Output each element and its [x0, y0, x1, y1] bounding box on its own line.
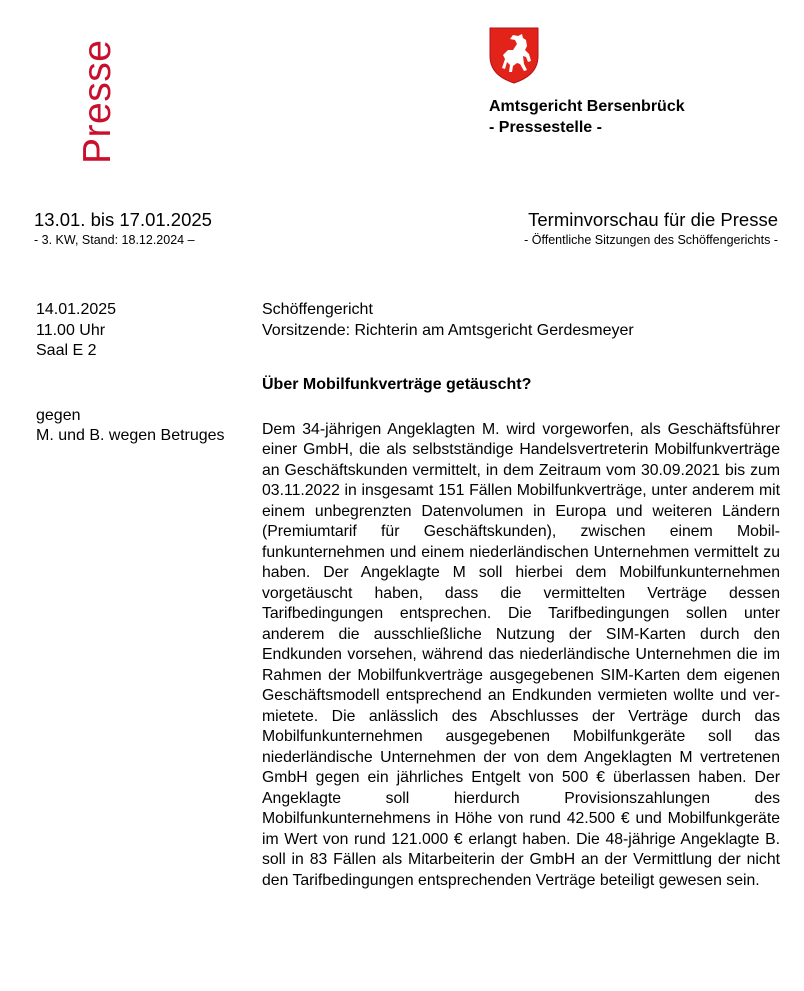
session-details [262, 300, 780, 891]
spacer [36, 362, 242, 406]
session-date: 14.01.2025 [36, 301, 117, 318]
case-description: Dem 34-jährigen Angeklagten M. wird vorgeworfen, als Geschäftsführer einer GmbH, die als selbstständige Handelsvertreterin Mobilfunkverträge an Geschäftskunden vermittelt, in dem Zeitraum vom 30.09.2021 bis zum 03.11.2022 in insgesamt 151 Fällen Mobilfunkverträge, unter anderem mit einem unbegrenzten Datenvolumen in Europa und weiteren Ländern (Premiumtarif für Geschäftskunden), zwischen einem Mobilfunkunternehmen und einem niederländischen Unternehmen vermittelt zu haben. Der Angeklagte M soll hierbei dem Mobilfunkunternehmen vorgetäuscht haben, dass die vermittelten Verträge dessen Tarifbedingungen entsprechen. Die Tarifbedingungen sollen unter anderem die ausschließliche Nutzung der SIM-Karten durch den Endkunden vorsehen, während das niederländische Unternehmen die im Rahmen der Mobilfunkverträge ausgegebenen SIM-Karten dem eigenen Geschäftsmodell entsprechend an Endkunden vermieten wollte und vermietete. Die anlässlich des Abschlusses der Verträge durch das Mobilfunkunternehmen ausgegebenen Mobilfunkgeräte soll das niederländische Unternehmen der von dem Angeklagten M vertretenen GmbH gegen ein jährliches Entgelt von 500 € überlassen haben. Der Angeklagte soll hierdurch Provisionszahlungen des Mobilfunkunternehmens in Höhe von rund 42.500 € und Mobilfunkgeräte im Wert von rund 121.000 € erlangt haben. Die 48-jährige Angeklagte B. soll in 83 Fällen als Mitarbeiterin der GmbH an der Vermittlung der nicht den Tarifbedingungen entsprechenden Verträge beteiligt gewesen sein. [262, 420, 780, 889]
preview-subtitle: - Öffentliche Sitzungen des Schöffengerichts - [524, 233, 778, 247]
week-block [34, 208, 212, 248]
court-name: Amtsgericht Bersenbrück [489, 98, 685, 115]
week-subline: - 3. KW, Stand: 18.12.2024 – [34, 233, 195, 247]
lower-saxony-horse-crest-icon [488, 26, 540, 84]
court-header [489, 96, 685, 138]
presse-label-text: Presse [76, 39, 119, 164]
case-headline: Über Mobilfunkverträge getäuscht? [262, 376, 532, 393]
defendants-charge: M. und B. wegen Betruges [36, 427, 225, 444]
presse-vertical-label [40, 38, 119, 168]
session-room: Saal E 2 [36, 342, 97, 359]
session-time: 11.00 Uhr [36, 321, 106, 339]
against-label: gegen [36, 406, 81, 424]
presiding-judge: Vorsitzende: Richterin am Amtsgericht Gerdesmeyer [262, 321, 634, 339]
preview-title: Terminvorschau für die Presse [528, 209, 778, 230]
press-office-label: - Pressestelle - [489, 119, 602, 136]
date-range: 13.01. bis 17.01.2025 [34, 209, 212, 230]
court-type: Schöffengericht [262, 301, 373, 318]
session-info [36, 300, 242, 447]
preview-block [524, 208, 778, 248]
